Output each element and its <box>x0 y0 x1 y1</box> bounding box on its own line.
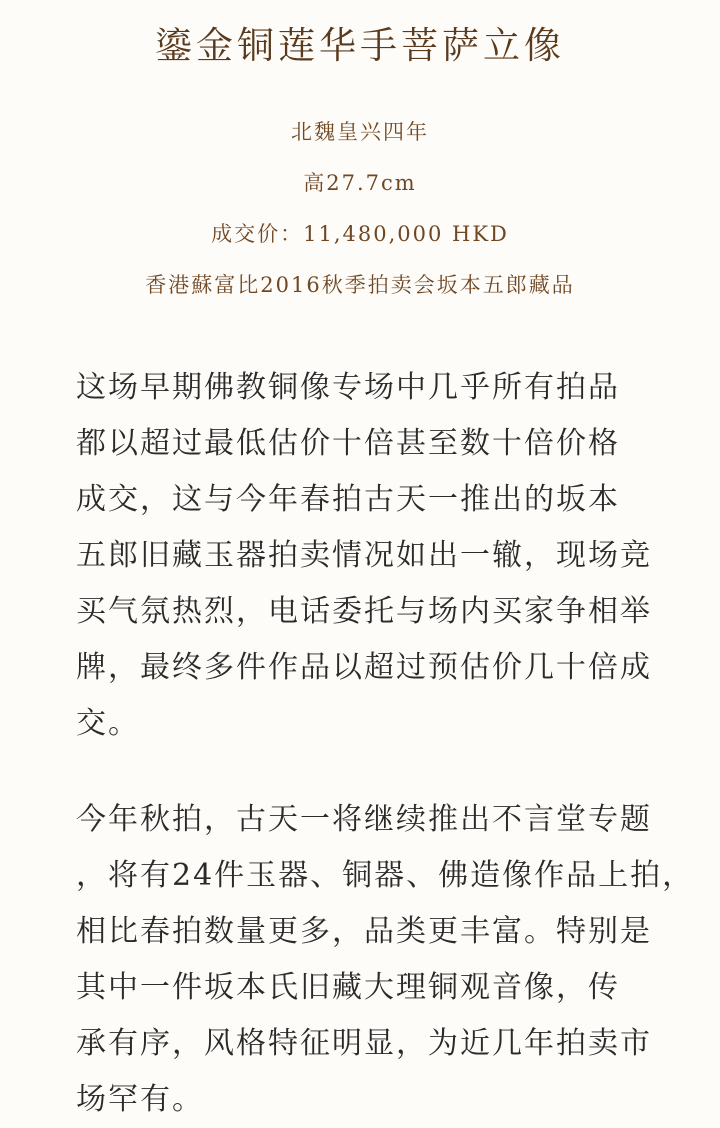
paragraph-line: 今年秋拍，古天一将继续推出不言堂专题 <box>76 802 652 837</box>
paragraph-line: 承有序，风格特征明显，为近几年拍卖市 <box>76 1026 652 1061</box>
paragraph-line: 买气氛热烈，电话委托与场内买家争相举 <box>76 594 652 629</box>
paragraph-2 <box>76 792 695 1128</box>
artwork-meta <box>0 107 720 311</box>
paragraph-line: 场罕有。 <box>76 1082 204 1117</box>
paragraph-1 <box>76 360 656 752</box>
paragraph-line: 五郎旧藏玉器拍卖情况如出一辙，现场竞 <box>76 538 652 573</box>
meta-height: 高27.7cm <box>303 171 417 195</box>
meta-period: 北魏皇兴四年 <box>291 120 429 144</box>
paragraph-line: 交。 <box>76 706 140 741</box>
meta-auction: 香港蘇富比2016秋季拍卖会坂本五郎藏品 <box>145 273 575 297</box>
paragraph-line: 相比春拍数量更多，品类更丰富。特别是 <box>76 914 652 949</box>
paragraph-line: ，将有24件玉器、铜器、佛造像作品上拍， <box>76 858 695 893</box>
meta-price: 成交价：11,480,000 HKD <box>211 222 509 246</box>
paragraph-line: 这场早期佛教铜像专场中几乎所有拍品 <box>76 370 620 405</box>
paragraph-line: 其中一件坂本氏旧藏大理铜观音像，传 <box>76 970 620 1005</box>
article-title: 鎏金铜莲华手菩萨立像 <box>155 24 565 67</box>
paragraph-line: 都以超过最低估价十倍甚至数十倍价格 <box>76 426 620 461</box>
paragraph-line: 成交，这与今年春拍古天一推出的坂本 <box>76 482 620 517</box>
paragraph-line: 牌，最终多件作品以超过预估价几十倍成 <box>76 650 652 685</box>
